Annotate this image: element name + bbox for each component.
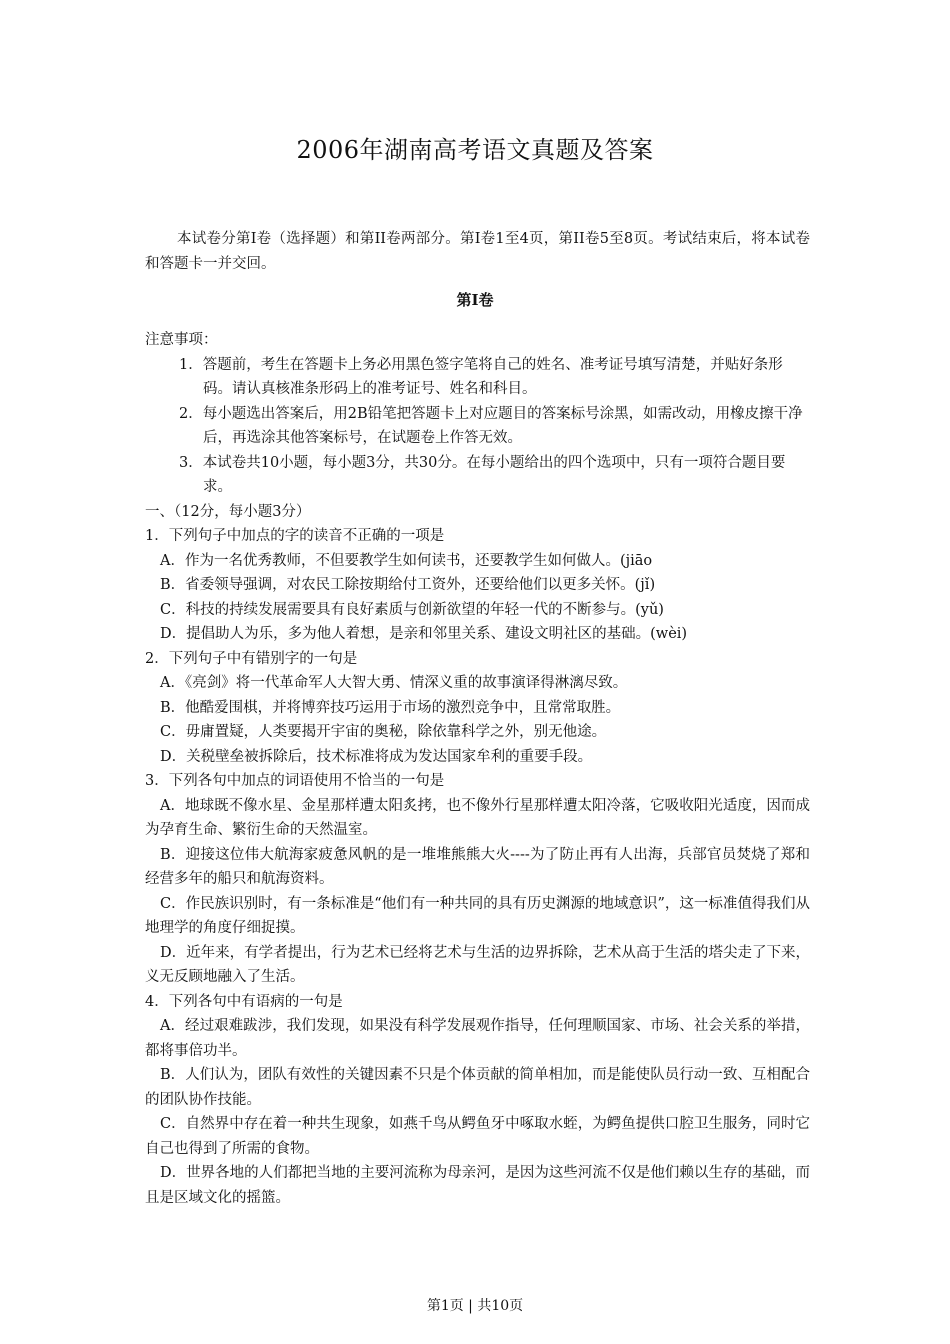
question-option: A．经过艰难跋涉，我们发现，如果没有科学发展观作指导，任何理顺国家、市场、社会关系的举措，都将事倍功半。: [145, 1018, 810, 1059]
question-option: B．人们认为，团队有效性的关键因素不只是个体贡献的简单相加，而是能使队员行动一致、互相配合的团队协作技能。: [145, 1067, 810, 1108]
question-stem: 1．下列句子中加点的字的读音不正确的一项是: [145, 528, 445, 544]
question-option: B．迎接这位伟大航海家疲惫风帆的是一堆堆熊熊大火----为了防止再有人出海，兵部官员焚烧了郑和经营多年的船只和航海资料。: [145, 846, 810, 887]
question-stem: 2．下列句子中有错别字的一句是: [145, 650, 358, 667]
question-option: A．地球既不像水星、金星那样遭太阳炙拷，也不像外行星那样遭太阳冷落，它吸收阳光适度，因而成为孕育生命、繁衍生命的天然温室。: [145, 797, 810, 838]
notice-title: 注意事项：: [145, 332, 218, 348]
intro-paragraph: 本试卷分第I卷（选择题）和第II卷两部分。第I卷1至4页，第II卷5至8页。考试结束后，将本试卷和答题卡一并交回。: [145, 231, 810, 272]
document-body: [145, 328, 810, 1210]
question-stem: 4．下列各句中有语病的一句是: [145, 993, 343, 1010]
page-footer: 第1页 | 共10页: [426, 1298, 524, 1314]
part-one-heading: 一、（12分，每小题3分）: [145, 503, 311, 520]
question-option: A．《亮剑》将一代革命军人大智大勇、情深义重的故事演译得淋漓尽致。: [160, 675, 628, 691]
question-option: C．科技的持续发展需要具有良好素质与创新欲望的年轻一代的不断参与。(yǔ): [160, 601, 664, 618]
question-option: D．提倡助人为乐，多为他人着想，是亲和邻里关系、建设文明社区的基础。(wèi): [160, 626, 688, 642]
document-title: 2006年湖南高考语文真题及答案: [296, 136, 654, 164]
notice-item: 3．本试卷共10小题，每小题3分，共30分。在每小题给出的四个选项中，只有一项符合题目要求。: [179, 454, 786, 495]
question-option: D．近年来，有学者提出，行为艺术已经将艺术与生活的边界拆除，艺术从高于生活的塔尖走了下来，义无反顾地融入了生活。: [145, 944, 810, 985]
notice-item: 1．答题前，考生在答题卡上务必用黑色签字笔将自己的姓名、准考证号填写清楚，并贴好条形码。请认真核准条形码上的准考证号、姓名和科目。: [179, 356, 783, 397]
question-option: A．作为一名优秀教师，不但要教学生如何读书，还要教学生如何做人。(jiāo: [160, 552, 653, 569]
section-title: 第I卷: [456, 291, 494, 309]
question-option: B．他酷爱围棋，并将博弈技巧运用于市场的激烈竞争中，且常常取胜。: [160, 699, 621, 716]
question-option: D．世界各地的人们都把当地的主要河流称为母亲河，是因为这些河流不仅是他们赖以生存的基础，而且是区域文化的摇篮。: [145, 1165, 810, 1206]
notice-item: 2．每小题选出答案后，用2B铅笔把答题卡上对应题目的答案标号涂黑，如需改动，用橡皮擦干净后，再选涂其他答案标号，在试题卷上作答无效。: [179, 405, 803, 446]
question-option: C．自然界中存在着一种共生现象，如燕千鸟从鳄鱼牙中啄取水蛭，为鳄鱼提供口腔卫生服务，同时它自己也得到了所需的食物。: [145, 1116, 810, 1157]
question-option: B．省委领导强调，对农民工除按期给付工资外，还要给他们以更多关怀。(jǐ): [160, 577, 656, 593]
question-option: C．毋庸置疑，人类要揭开宇宙的奥秘，除依靠科学之外，别无他途。: [160, 724, 607, 740]
question-option: D．关税壁垒被拆除后，技术标准将成为发达国家牟利的重要手段。: [160, 748, 593, 765]
question-stem: 3．下列各句中加点的词语使用不恰当的一句是: [145, 773, 445, 789]
question-option: C．作民族识别时，有一条标准是“他们有一种共同的具有历史渊源的地域意识”，这一标准值得我们从地理学的角度仔细捉摸。: [145, 895, 810, 936]
